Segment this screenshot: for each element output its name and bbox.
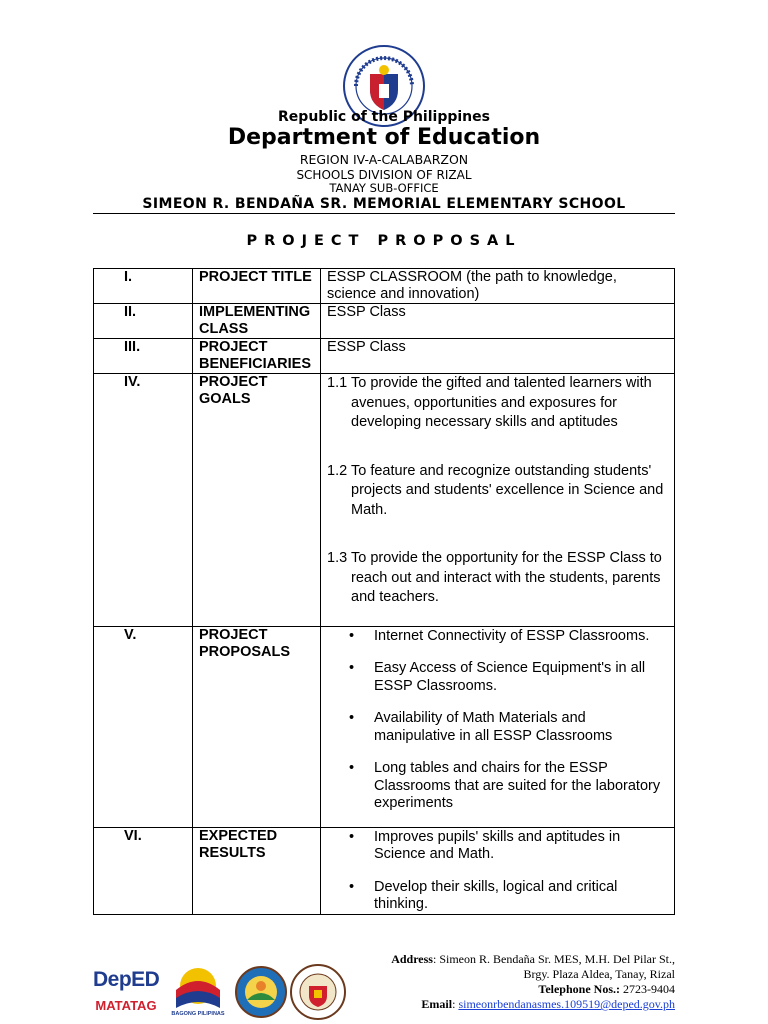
deped-matatag-logo — [93, 966, 159, 1020]
bullet-icon: • — [349, 828, 355, 845]
footer-address-line2: Brgy. Plaza Aldea, Tanay, Rizal — [523, 967, 675, 981]
implementing-class-value: ESSP Class — [321, 304, 675, 339]
goal-text: To provide the gifted and talented learners with avenues, opportunities and exposures for developing necessary skills and aptitudes — [351, 375, 652, 430]
school-name: SIMEON R. BENDAÑA SR. MEMORIAL ELEMENTARY SCHOOL — [142, 196, 626, 212]
row-number: I. — [94, 269, 193, 304]
list-item: • Internet Connectivity of ESSP Classrooms. — [349, 627, 650, 644]
beneficiaries-value: ESSP Class — [321, 339, 675, 374]
bagong-pilipinas-text: BAGONG PILIPINAS — [171, 1011, 225, 1017]
row-label: IMPLEMENTING CLASS — [193, 304, 321, 339]
table-row — [94, 827, 675, 914]
goal-number: 1.1 — [327, 375, 348, 391]
row-number: V. — [94, 626, 193, 827]
footer-email: Email: simeonrbendanasmes.109519@deped.gov.ph — [421, 997, 675, 1011]
project-goals-cell — [321, 374, 675, 627]
table-row — [94, 304, 675, 339]
school-seal-icon — [290, 964, 346, 1020]
goal-text: To feature and recognize outstanding students' projects and students' excellence in Science and Math. — [351, 462, 664, 518]
matatag-text: MATATAG — [95, 998, 157, 1013]
bullet-icon: • — [349, 878, 355, 895]
proposal-table — [93, 268, 675, 915]
deped-brand-text: DepED — [93, 968, 160, 991]
goal-item — [327, 462, 668, 521]
row-number: IV. — [94, 374, 193, 627]
row-label: PROJECT BENEFICIARIES — [193, 339, 321, 374]
region-text: REGION IV-A-CALABARZON — [299, 152, 469, 167]
division-text: SCHOOLS DIVISION OF RIZAL — [296, 168, 472, 182]
proposals-list — [327, 628, 668, 813]
row-label: EXPECTED RESULTS — [193, 827, 321, 914]
list-item: • Improves pupils' skills and aptitudes in Science and Math. — [349, 828, 621, 862]
header-divider — [93, 213, 675, 214]
bagong-pilipinas-logo — [168, 966, 228, 1022]
table-row — [94, 269, 675, 304]
row-label: PROJECT GOALS — [193, 374, 321, 627]
row-label: PROJECT PROPOSALS — [193, 626, 321, 827]
row-number: VI. — [94, 827, 193, 914]
row-label: PROJECT TITLE — [193, 269, 321, 304]
goal-item — [327, 549, 668, 608]
division-seal-icon — [235, 966, 287, 1018]
row-number: III. — [94, 339, 193, 374]
row-number: II. — [94, 304, 193, 339]
republic-heading: Republic of the Philippines — [278, 109, 490, 125]
project-proposals-cell — [321, 626, 675, 827]
goal-number: 1.3 — [327, 550, 348, 566]
table-row — [94, 626, 675, 827]
table-row — [94, 339, 675, 374]
project-title-value: ESSP CLASSROOM (the path to knowledge, science and innovation) — [321, 269, 675, 304]
list-item: • Long tables and chairs for the ESSP Classrooms that are suited for the laboratory experiments — [349, 760, 661, 811]
sub-office-text: TANAY SUB-OFFICE — [329, 181, 439, 195]
bullet-icon: • — [349, 660, 355, 676]
results-list — [327, 829, 668, 914]
goal-number: 1.2 — [327, 462, 348, 479]
list-item: • Availability of Math Materials and manipulative in all ESSP Classrooms — [349, 710, 613, 744]
bullet-icon: • — [349, 710, 355, 726]
footer-address-line1: Address: Simeon R. Bendaña Sr. MES, M.H. Del Pilar St., — [391, 952, 675, 966]
list-item: • Develop their skills, logical and critical thinking. — [349, 878, 618, 912]
table-row — [94, 374, 675, 627]
bullet-icon: • — [349, 760, 355, 776]
goal-text: To provide the opportunity for the ESSP Class to reach out and interact with the students, parents and teachers. — [351, 550, 662, 605]
department-heading: Department of Education — [227, 125, 541, 150]
email-link[interactable]: simeonrbendanasmes.109519@deped.gov.ph — [458, 997, 675, 1011]
footer-telephone: Telephone Nos.: 2723-9404 — [538, 982, 675, 996]
goal-item — [327, 374, 668, 433]
list-item: • Easy Access of Science Equipment's in all ESSP Classrooms. — [349, 660, 646, 694]
bullet-icon: • — [349, 627, 355, 644]
document-title: PROJECT PROPOSAL — [246, 233, 522, 249]
expected-results-cell — [321, 827, 675, 914]
